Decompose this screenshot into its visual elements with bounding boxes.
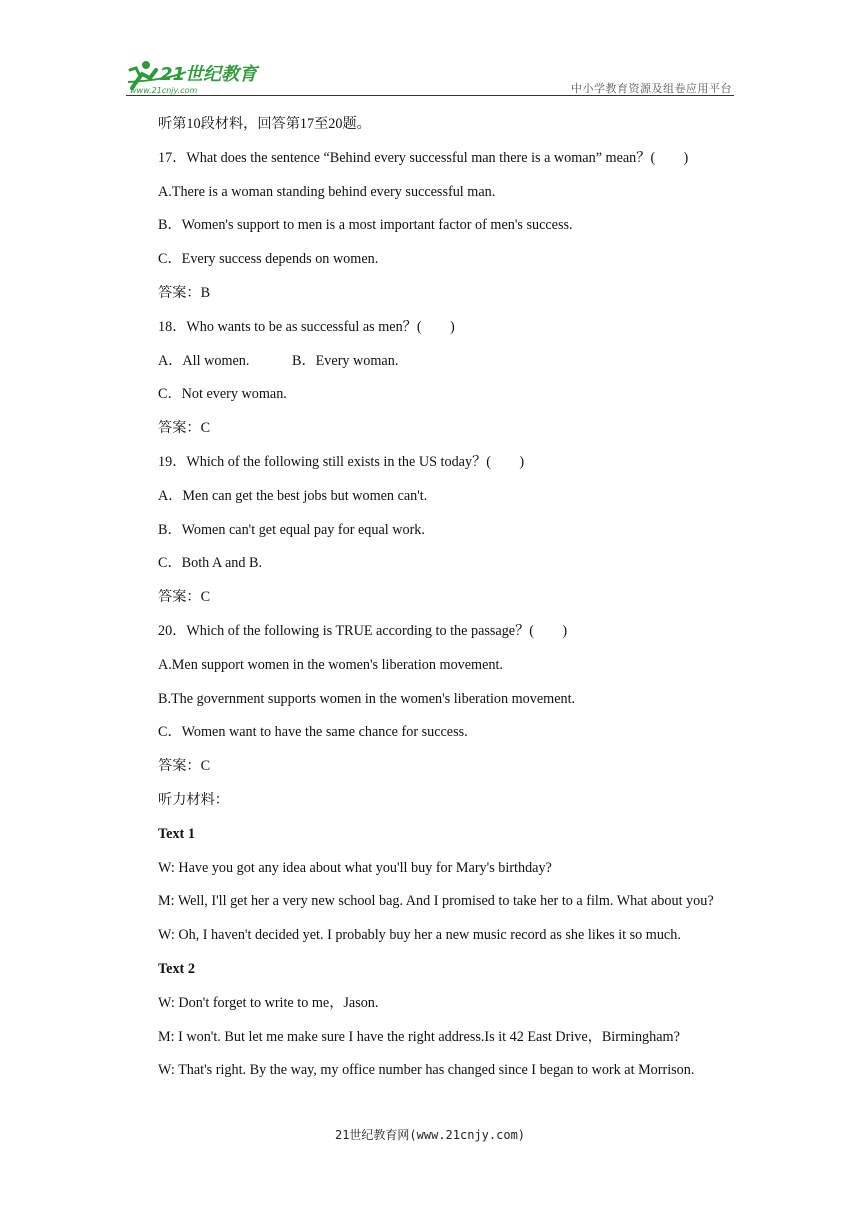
q17-option-b: B．Women's support to men is a most important factor of men's success.: [158, 217, 573, 234]
logo-url-text: www.21cnjy.com: [130, 86, 198, 95]
q19-answer: 答案：C: [158, 589, 211, 606]
q20-answer: 答案：C: [158, 758, 211, 775]
question-17: 17．What does the sentence “Behind every successful man there is a woman” mean？( ): [158, 149, 689, 166]
text-2-line-2: M: I won't. But let me make sure I have the right address.Is it 42 East Drive，Birmingham?: [158, 1028, 680, 1045]
text-1-line-1: W: Have you got any idea about what you'll buy for Mary's birthday?: [158, 859, 552, 876]
header-platform-text: 中小学教育资源及组卷应用平台: [571, 82, 732, 95]
q19-option-c: C．Both A and B.: [158, 555, 263, 572]
text-2-heading: Text 2: [158, 960, 195, 977]
text-1-line-2: M: Well, I'll get her a very new school bag. And I promised to take her to a film. What about you?: [158, 893, 714, 910]
question-18: 18．Who wants to be as successful as men？( ): [158, 318, 455, 335]
q20-option-a: A.Men support women in the women's liberation movement.: [158, 656, 503, 673]
q17-answer: 答案：B: [158, 284, 211, 301]
q20-option-b: B.The government supports women in the women's liberation movement.: [158, 690, 576, 707]
q19-option-b: B．Women can't get equal pay for equal work.: [158, 521, 425, 538]
text-2-line-1: W: Don't forget to write to me，Jason.: [158, 994, 379, 1011]
question-20: 20．Which of the following is TRUE according to the passage？( ): [158, 622, 568, 639]
page-footer: 21世纪教育网(www.21cnjy.com): [334, 1128, 526, 1142]
q19-option-a: A．Men can get the best jobs but women can't.: [158, 487, 428, 504]
text-1-heading: Text 1: [158, 825, 195, 842]
q17-option-a: A.There is a woman standing behind every successful man.: [158, 183, 496, 200]
header-divider: [126, 95, 734, 96]
text-2-line-3: W: That's right. By the way, my office number has changed since I began to work at Morrison.: [158, 1062, 695, 1079]
page-header: [126, 58, 734, 96]
q18-answer: 答案：C: [158, 420, 211, 437]
q18-option-c: C．Not every woman.: [158, 386, 287, 403]
document-body: [126, 108, 736, 1088]
21cnjy-logo: [126, 58, 286, 96]
text-1-line-3: W: Oh, I haven't decided yet. I probably buy her a new music record as she likes it so much.: [158, 927, 681, 944]
question-19: 19．Which of the following still exists in the US today？( ): [158, 453, 525, 470]
q17-option-c: C．Every success depends on women.: [158, 251, 379, 268]
listening-material-heading: 听力材料：: [158, 791, 229, 808]
section-intro: 听第10段材料，回答第17至20题。: [158, 116, 371, 132]
q20-option-c: C．Women want to have the same chance for success.: [158, 724, 468, 741]
logo-text: 21世纪教育: [160, 64, 258, 85]
q18-options-ab: A．All women. B．Every woman.: [158, 352, 399, 369]
